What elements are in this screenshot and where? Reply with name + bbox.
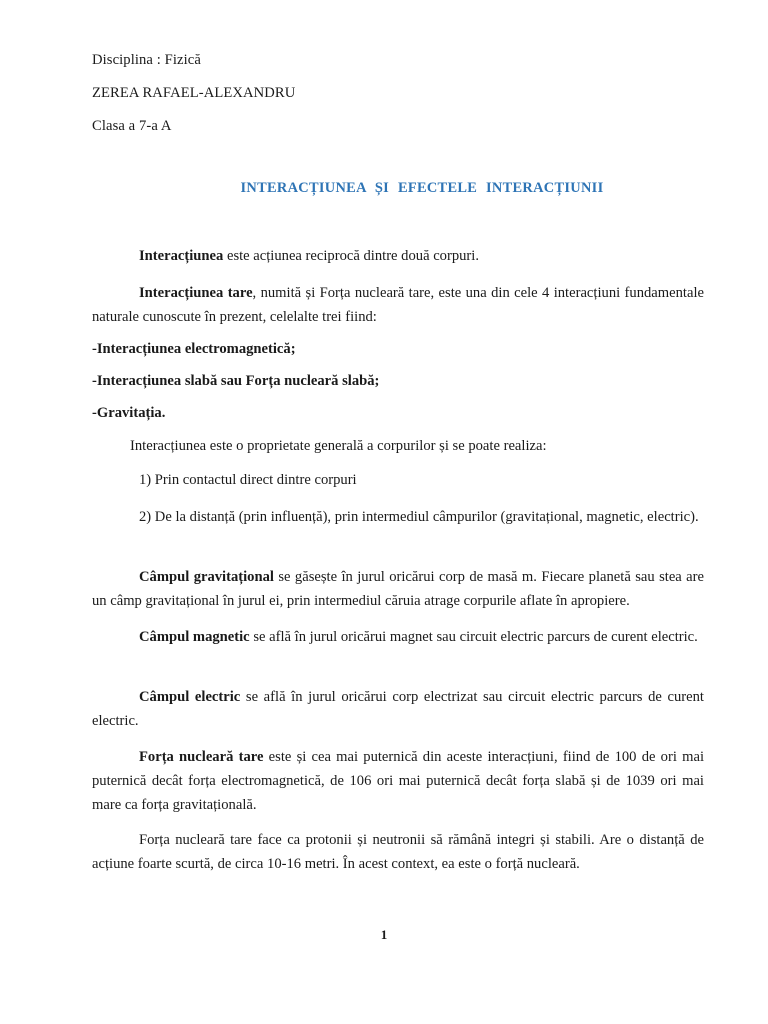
- list-item-gravity: -Gravitația.: [92, 405, 166, 421]
- document-title: INTERACȚIUNEA ȘI EFECTELE INTERACȚIUNII: [240, 180, 604, 196]
- list-item-weak: -Interacțiunea slabă sau Forța nucleară slabă;: [92, 373, 380, 389]
- term-magnetic-field: Câmpul magnetic: [139, 629, 250, 645]
- term-electric-field: Câmpul electric: [139, 689, 241, 705]
- electric-field-text: se află în jurul oricărui corp electrizat sau circuit electric parcurs de curent electric.: [92, 689, 704, 729]
- page-number: 1: [380, 927, 388, 942]
- term-gravitational-field: Câmpul gravitațional: [139, 569, 274, 585]
- paragraph-strong-force: [92, 745, 704, 817]
- paragraph-interaction-definition: [92, 244, 704, 268]
- paragraph-gravitational-field: [92, 565, 704, 613]
- discipline-line: Disciplina : Fizică: [92, 52, 201, 68]
- magnetic-field-text: se află în jurul oricărui magnet sau circuit electric parcurs de curent electric.: [249, 629, 698, 645]
- term-strong-interaction: Interacțiunea tare: [139, 285, 253, 301]
- class-line: Clasa a 7-a A: [92, 118, 172, 134]
- strong-interaction-text: , numită și Forța nucleară tare, este una din cele 4 interacțiuni fundamentale naturale cunoscute în prezent, celelalte trei fiind:: [92, 285, 704, 325]
- gravitational-field-text: se găsește în jurul oricărui corp de masă m. Fiecare planetă sau stea are un câmp gravitațional în jurul ei, prin intermediul căruia atrage corpurile aflate în apropiere.: [92, 569, 704, 609]
- term-strong-force: Forța nucleară tare: [139, 749, 264, 765]
- list-item-electromagnetic: -Interacțiunea electromagnetică;: [92, 341, 296, 357]
- term-interaction: Interacțiunea: [139, 248, 224, 264]
- item-distance: 2) De la distanță (prin influență), prin intermediul câmpurilor (gravitațional, magnetic, electric).: [139, 509, 699, 525]
- paragraph-magnetic-field: [92, 625, 704, 649]
- paragraph-strong-force-range: Forța nucleară tare face ca protonii și neutronii să rămână integri și stabili. Are o distanță de acțiune foarte scurtă, de circa 10-16 metri. În acest context, ea este o forță nucleară.: [92, 832, 704, 872]
- paragraph-interaction-property: Interacțiunea este o proprietate generală a corpurilor și se poate realiza:: [130, 438, 547, 454]
- paragraph-strong-interaction: [92, 281, 704, 329]
- definition-text: este acțiunea reciprocă dintre două corpuri.: [223, 248, 479, 264]
- item-direct-contact: 1) Prin contactul direct dintre corpuri: [139, 472, 357, 488]
- strong-force-text: este și cea mai puternică din aceste interacțiuni, fiind de 100 de ori mai puternică decât forța electromagnetică, de 106 ori mai puternică decât forța slabă și de 1039 ori mai mare ca forța gravitațională.: [92, 749, 704, 813]
- author-name: ZEREA RAFAEL-ALEXANDRU: [92, 85, 296, 101]
- paragraph-electric-field: [92, 685, 704, 733]
